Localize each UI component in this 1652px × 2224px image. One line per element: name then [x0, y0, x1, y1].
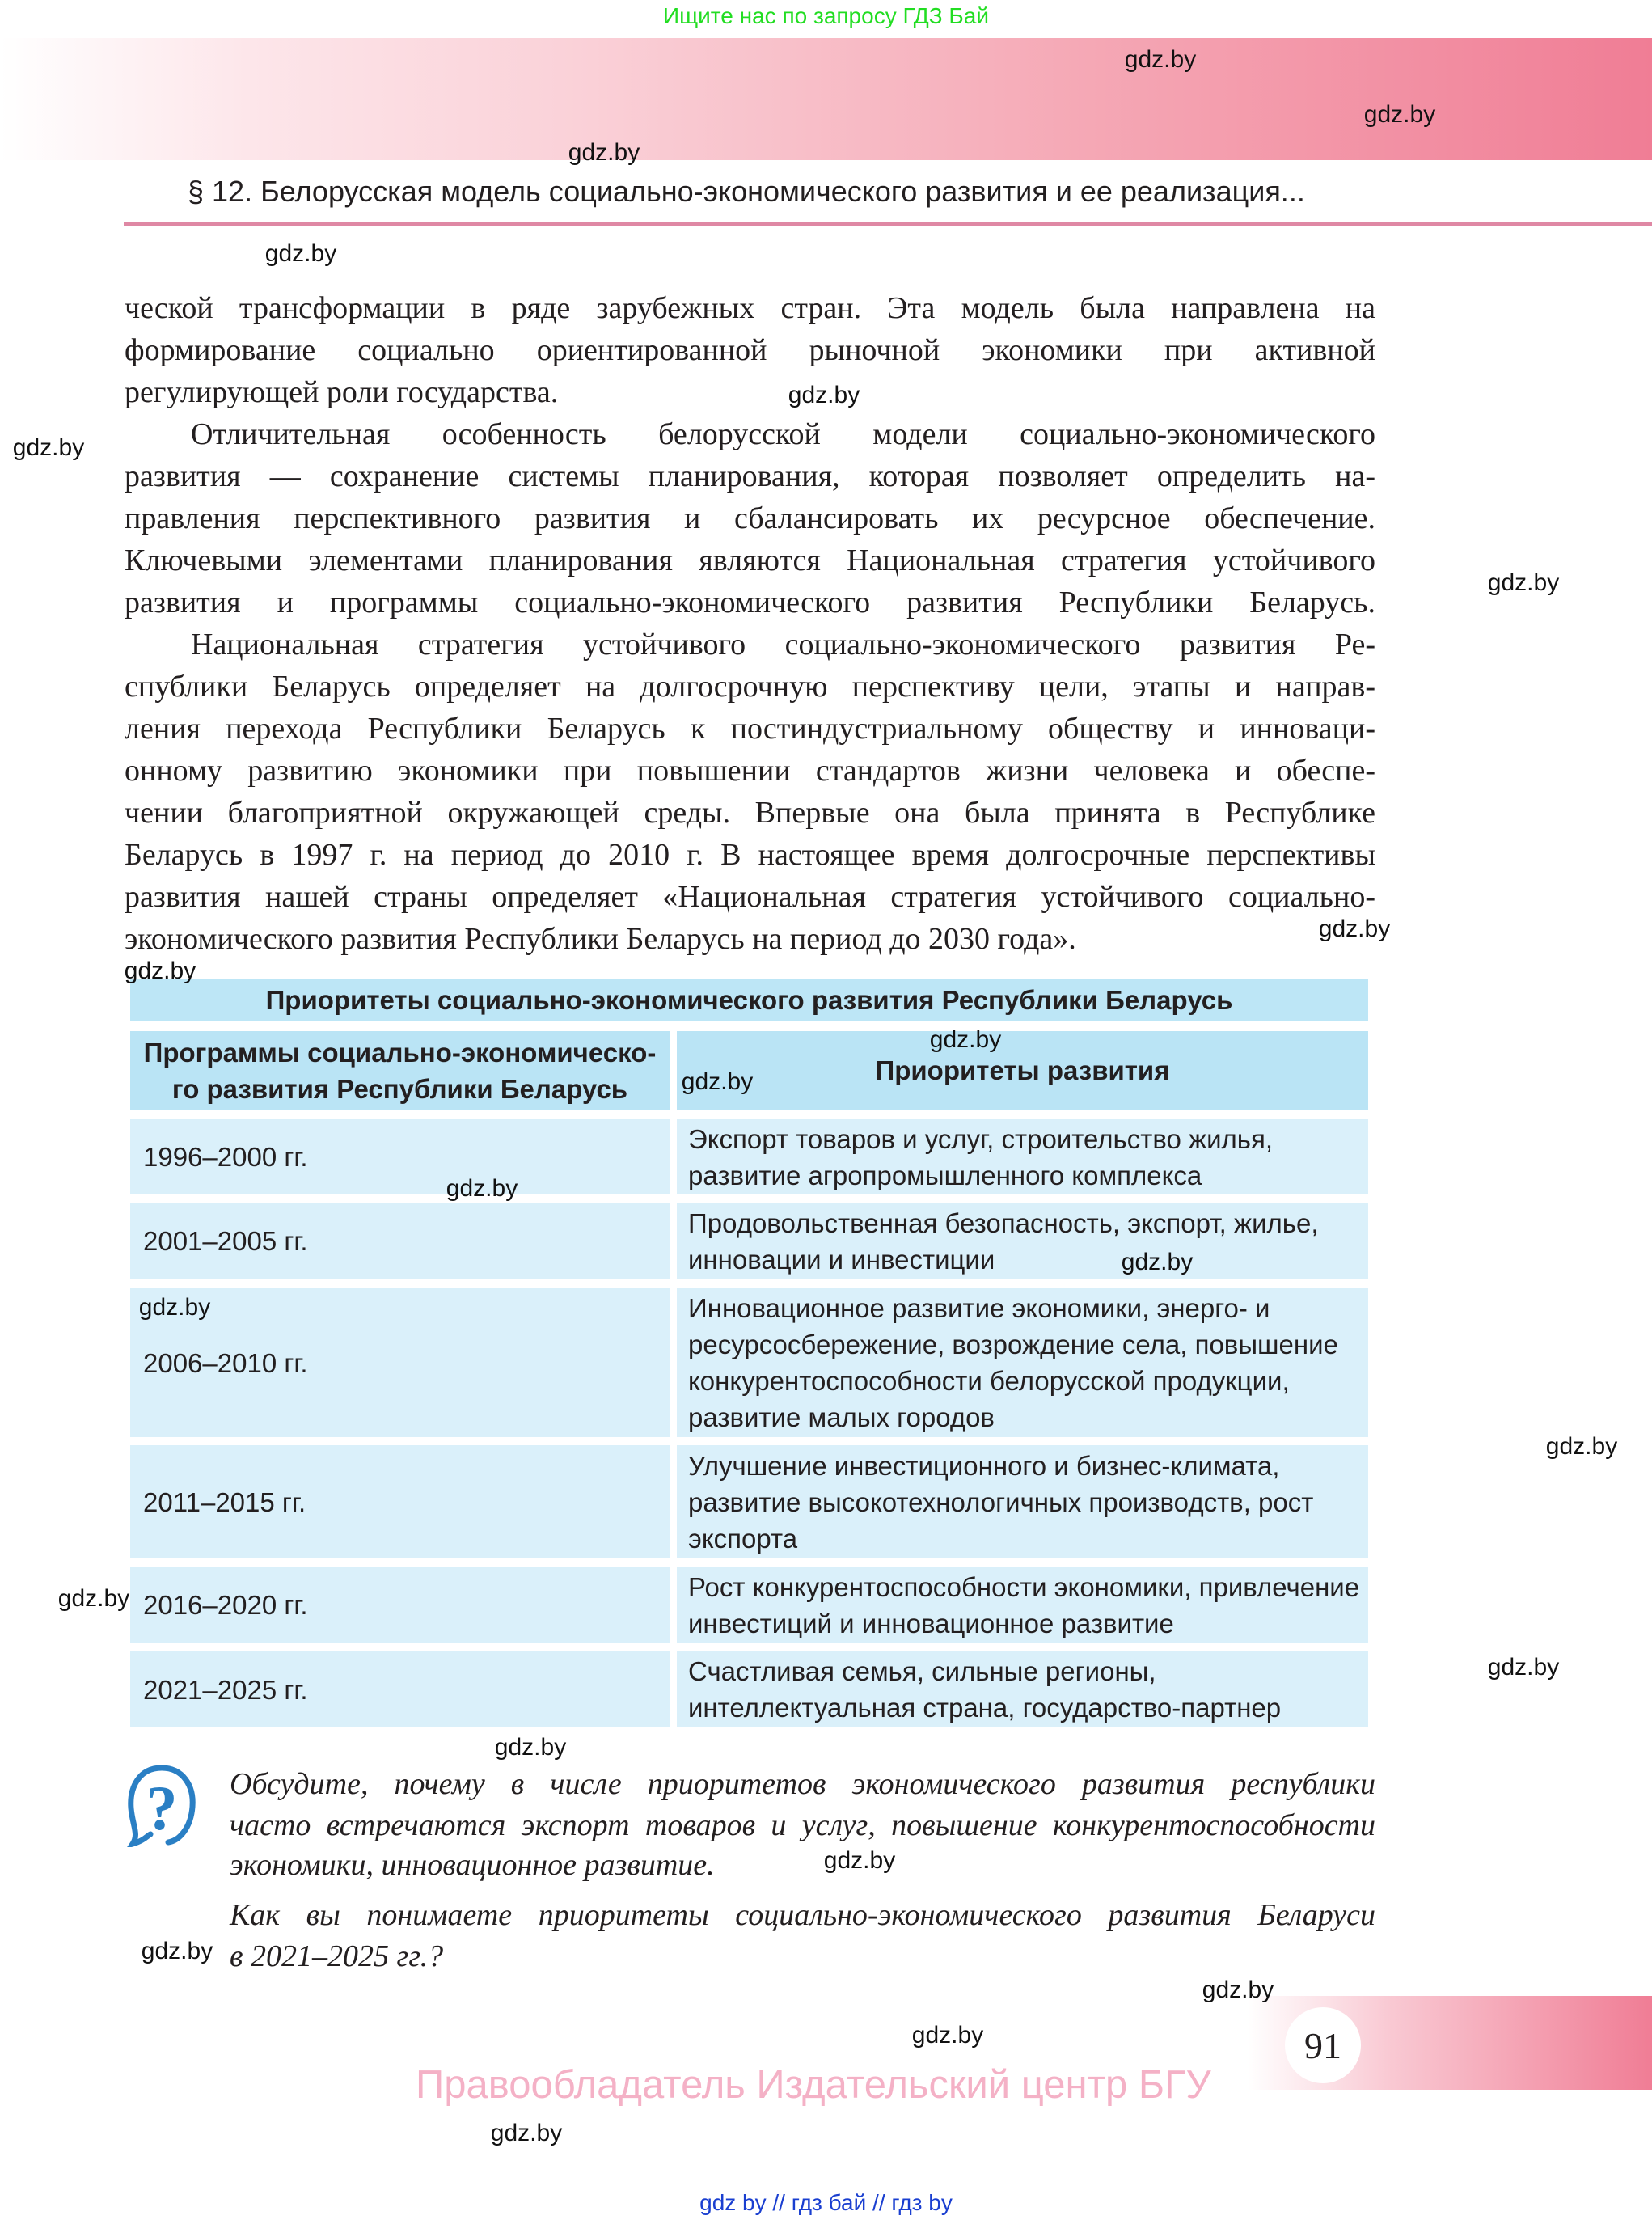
watermark: gdz.by	[929, 1026, 1002, 1053]
watermark: gdz.by	[12, 434, 85, 461]
text-line: чении благоприятной окружающей среды. Впервые она была принята в Республике	[125, 796, 1375, 830]
text-line: Национальная стратегия устойчивого социально-экономического развития Ре-	[191, 628, 1375, 662]
text-line: регулирующей роли государства.	[125, 375, 559, 409]
watermark: gdz.by	[446, 1175, 518, 1202]
text-line: развития нашей страны определяет «Национальная стратегия устойчивого социально-	[125, 880, 1375, 914]
watermark: gdz.by	[1487, 569, 1560, 596]
question-line: часто встречаются экспорт товаров и услуг, повышение конкурентоспособности	[230, 1808, 1375, 1842]
watermark: gdz.by	[1121, 1249, 1194, 1275]
watermark: gdz.by	[1487, 1654, 1560, 1681]
table-cell-priorities: Рост конкурентоспособности экономики, привлечение инвестиций и инновационное развитие	[677, 1567, 1368, 1643]
table-cell-period: 2021–2025 гг.	[130, 1651, 670, 1727]
table-cell-priorities: Инновационное развитие экономики, энерго- и ресурсосбережение, возрождение села, повышение конкурентоспособности белорусской продукции, развитие малых городов	[677, 1288, 1368, 1437]
table-cell-period: 2006–2010 гг.	[130, 1288, 670, 1437]
table-title: Приоритеты социально-экономического развития Республики Беларусь	[130, 979, 1368, 1021]
text-line: Ключевыми элементами планирования являются Национальная стратегия устойчивого	[125, 543, 1375, 577]
watermark: gdz.by	[490, 2120, 563, 2146]
text-line: ления перехода Республики Беларусь к постиндустриальному обществу и инноваци-	[125, 712, 1375, 746]
table-cell-priorities: Продовольственная безопасность, экспорт, жилье, инновации и инвестиции	[677, 1203, 1368, 1279]
text-line: формирование социально ориентированной рыночной экономики при активной	[125, 333, 1375, 367]
watermark: gdz.by	[1202, 1977, 1274, 2003]
table-cell-period: 2016–2020 гг.	[130, 1567, 670, 1643]
question-line: в 2021–2025 гг.?	[230, 1939, 444, 1973]
table-cell-priorities: Улучшение инвестиционного и бизнес-климата, развитие высокотехнологичных производств, рост экспорта	[677, 1445, 1368, 1558]
question-mark-icon	[123, 1763, 201, 1847]
section-title: § 12. Белорусская модель социально-экономического развития и ее реализация...	[188, 175, 1305, 208]
column-header-priorities: Приоритеты развития	[677, 1031, 1368, 1110]
watermark: gdz.by	[1545, 1433, 1618, 1460]
watermark: gdz.by	[124, 958, 196, 984]
watermark: gdz.by	[141, 1938, 213, 1964]
watermark: gdz.by	[681, 1068, 754, 1095]
watermark: gdz.by	[138, 1294, 211, 1321]
text-line: ческой трансформации в ряде зарубежных стран. Эта модель была направлена на	[125, 291, 1375, 325]
table-cell-period: 2001–2005 гг.	[130, 1203, 670, 1279]
table-cell-period: 1996–2000 гг.	[130, 1119, 670, 1194]
watermark: gdz.by	[911, 2022, 984, 2049]
page-number: 91	[1285, 2007, 1361, 2083]
table-cell-priorities: Счастливая семья, сильные регионы, интеллектуальная страна, государство-партнер	[677, 1651, 1368, 1727]
watermark: gdz.by	[1363, 101, 1436, 128]
watermark: gdz.by	[823, 1847, 896, 1874]
text-line: правления перспективного развития и сбалансировать их ресурсное обеспечение.	[125, 501, 1375, 535]
text-line: развития и программы социально-экономического развития Республики Беларусь.	[125, 586, 1375, 619]
text-line: экономического развития Республики Беларусь на период до 2030 года».	[125, 922, 1076, 956]
watermark: gdz.by	[57, 1585, 130, 1612]
header-divider	[124, 222, 1652, 226]
svg-text:?: ?	[146, 1773, 178, 1843]
question-line: экономики, инновационное развитие.	[230, 1848, 715, 1882]
copyright-watermark: Правообладатель Издательский центр БГУ	[416, 2063, 1211, 2107]
watermark: gdz.by	[494, 1734, 567, 1761]
column-header-programs: Программы социально-экономическо-го развития Республики Беларусь	[130, 1031, 670, 1110]
text-line: Отличительная особенность белорусской модели социально-экономического	[191, 417, 1375, 451]
text-line: онному развитию экономики при повышении стандартов жизни человека и обеспе-	[125, 754, 1375, 788]
watermark: gdz.by	[788, 382, 860, 408]
text-line: развития — сохранение системы планирования, которая позволяет определить на-	[125, 459, 1375, 493]
watermark: gdz.by	[1124, 46, 1197, 73]
watermark: gdz.by	[1318, 915, 1391, 942]
watermark: gdz.by	[264, 240, 337, 267]
question-line: Обсудите, почему в числе приоритетов экономического развития республики	[230, 1767, 1375, 1801]
site-links[interactable]: gdz by // гдз бай // гдз by	[699, 2190, 953, 2215]
table-cell-priorities: Экспорт товаров и услуг, строительство жилья, развитие агропромышленного комплекса	[677, 1119, 1368, 1194]
header-band	[0, 38, 1652, 160]
search-hint: Ищите нас по запросу ГДЗ Бай	[662, 3, 990, 28]
table-cell-period: 2011–2015 гг.	[130, 1445, 670, 1558]
text-line: Беларусь в 1997 г. на период до 2010 г. В настоящее время долгосрочные перспективы	[125, 838, 1375, 872]
watermark: gdz.by	[568, 139, 640, 166]
text-line: спублики Беларусь определяет на долгосрочную перспективу цели, этапы и направ-	[125, 670, 1375, 704]
question-line: Как вы понимаете приоритеты социально-экономического развития Беларуси	[230, 1898, 1375, 1932]
